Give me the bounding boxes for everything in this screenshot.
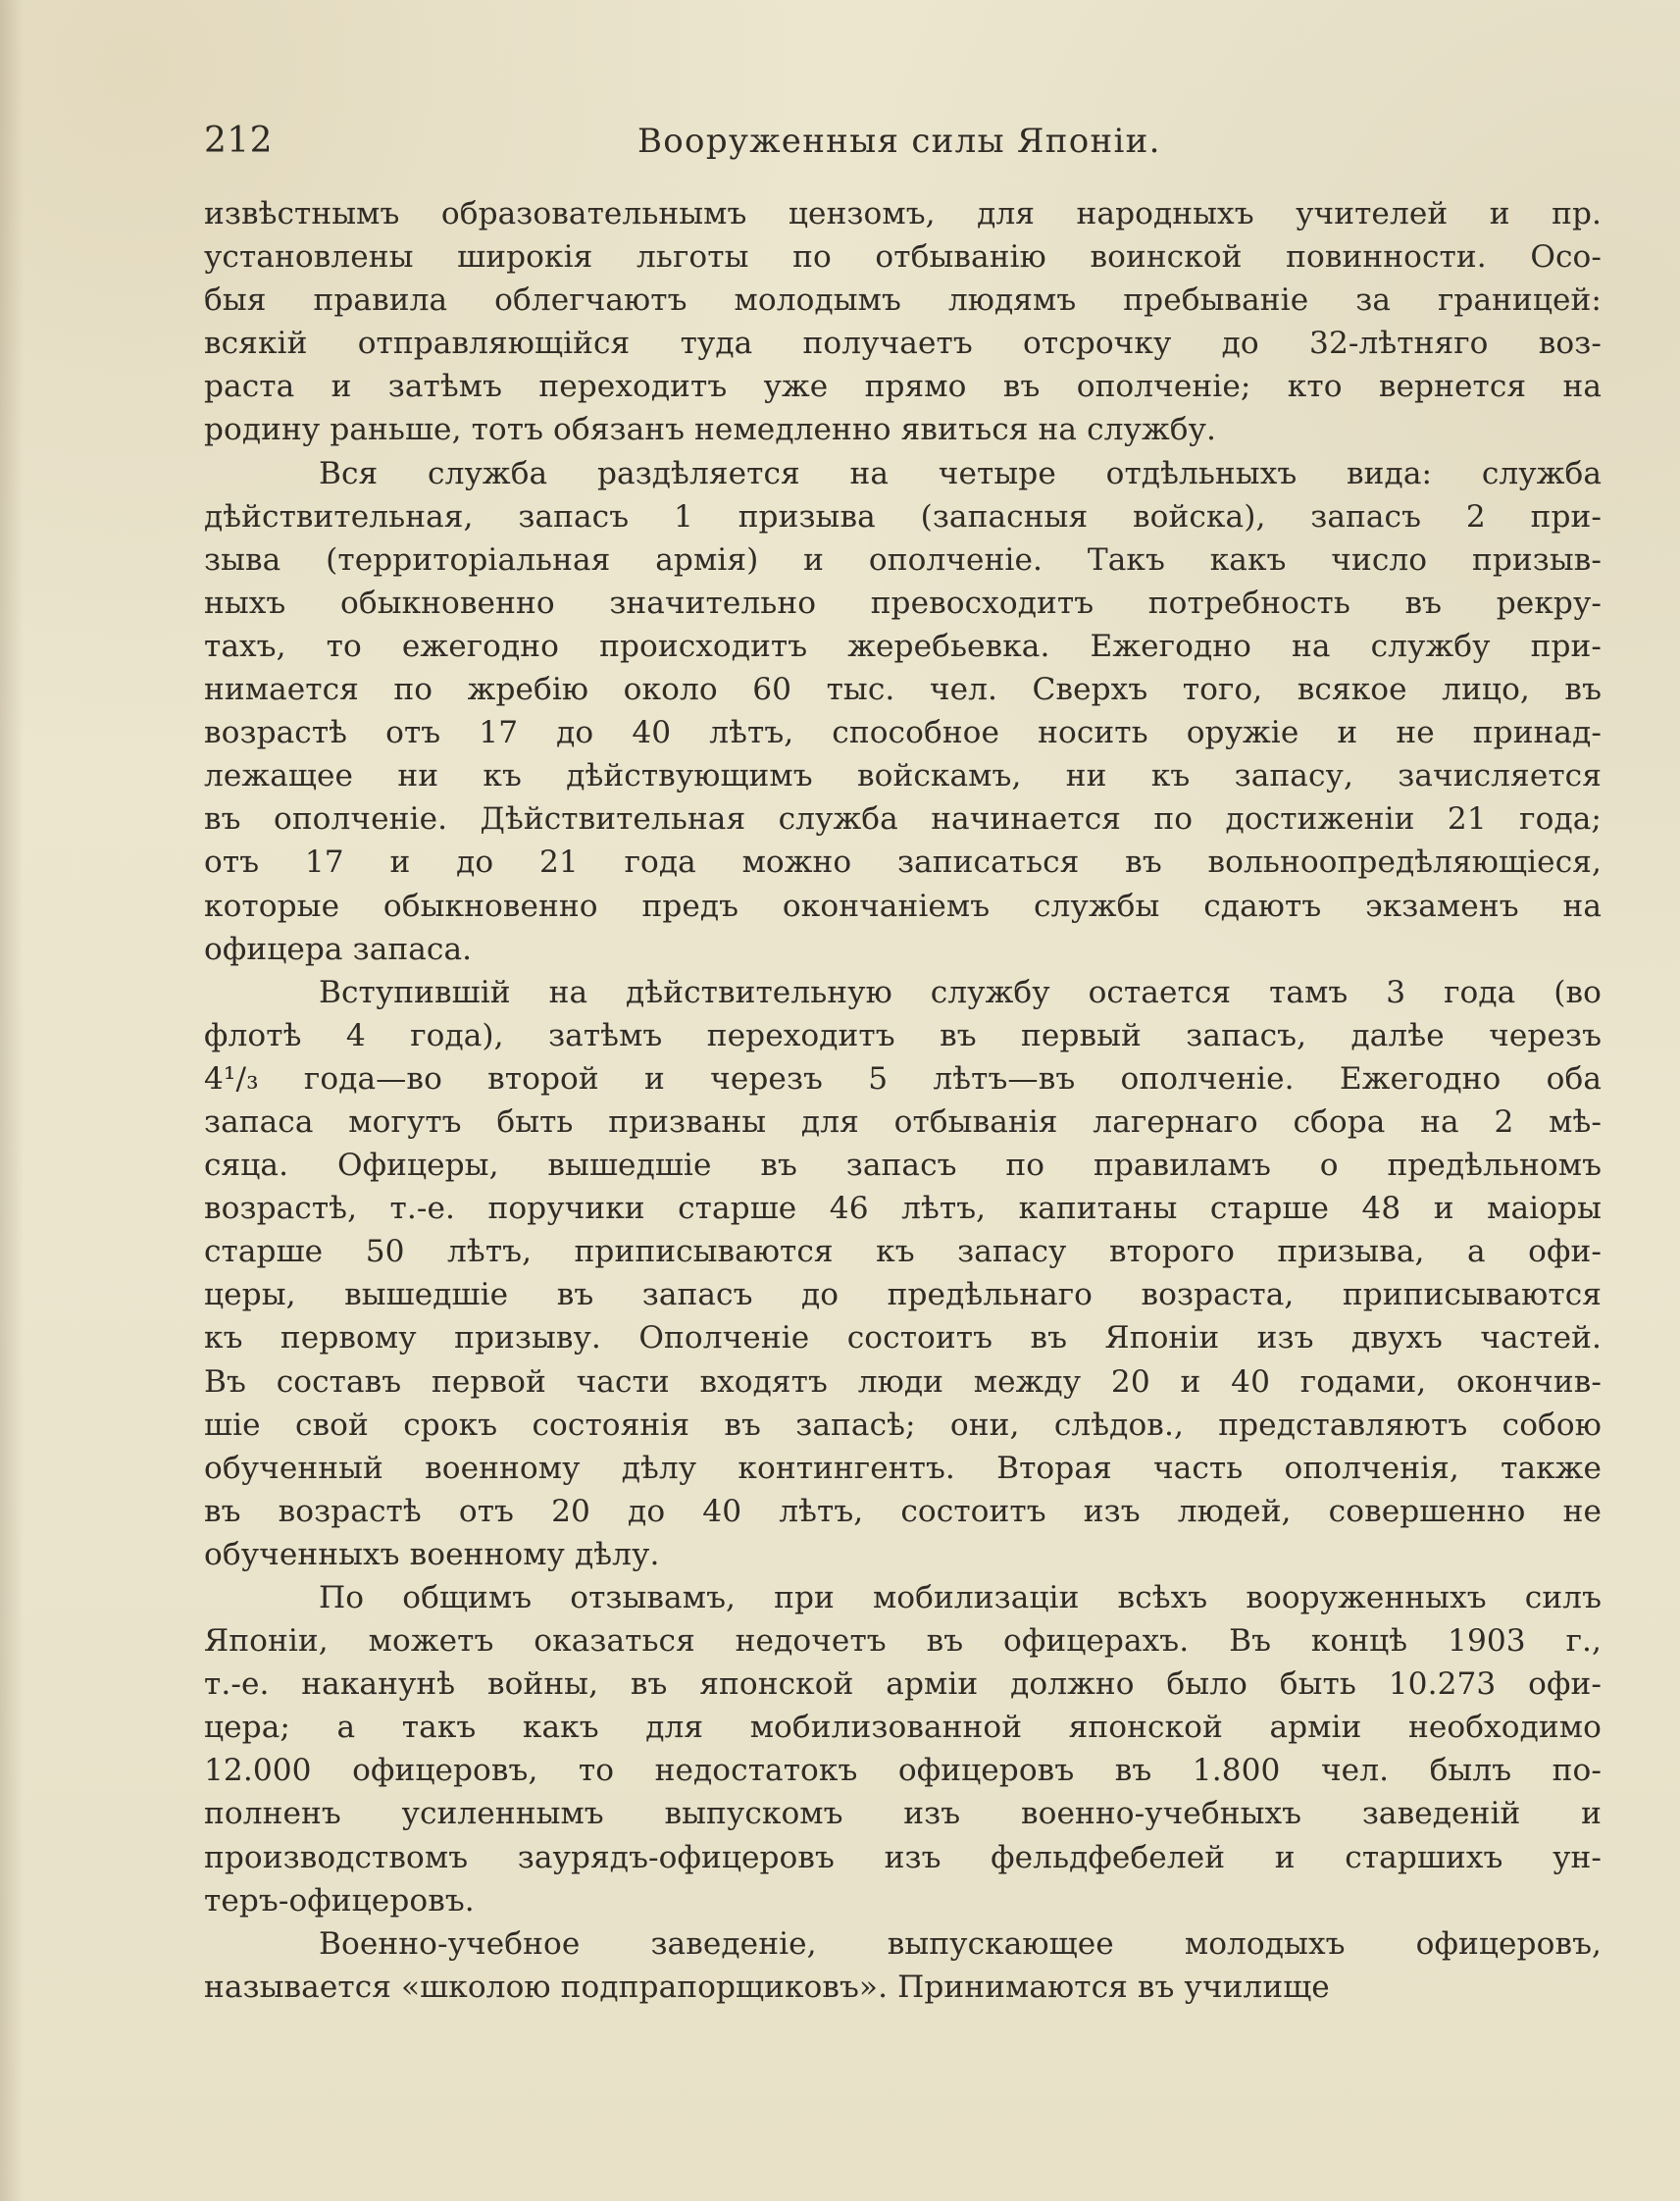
paragraph-5-line-1: Военно-учебное заведеніе, выпускающее молодыхъ офицеровъ, [319,1925,1602,1962]
paragraph-2-line-12: офицера запаса. [204,931,473,967]
paragraph-4-line-6: полненъ усиленнымъ выпускомъ изъ военно-учебныхъ заведеній и [204,1796,1602,1832]
page-header [204,116,1602,167]
paragraph-3-line-11: шіе свой срокъ состоянія въ запасѣ; они, слѣдов., представляютъ собою [204,1407,1602,1443]
paragraph-4-line-2: Японіи, можетъ оказаться недочетъ въ офицерахъ. Въ концѣ 1903 г., [204,1623,1602,1660]
paragraph-2-line-1: Вся служба раздѣляется на четыре отдѣльныхъ вида: служба [319,455,1602,491]
paragraph-3-line-8: церы, вышедшіе въ запасъ до предѣльнаго возраста, приписываются [204,1277,1602,1313]
paragraph-1-line-4: всякій отправляющійся туда получаетъ отсрочку до 32-лѣтняго воз- [204,326,1602,362]
paragraph-5 [204,1922,1602,2009]
paragraph-1-line-5: раста и затѣмъ переходитъ уже прямо въ ополченіе; кто вернется на [204,369,1602,405]
paragraph-3-line-7: старше 50 лѣтъ, приписываются къ запасу второго призыва, а офи- [204,1234,1602,1270]
paragraph-4 [204,1576,1602,1922]
paragraph-2-line-8: лежащее ни къ дѣйствующимъ войскамъ, ни къ запасу, зачисляется [204,758,1602,794]
paragraph-4-line-7: производствомъ заурядъ-офицеровъ изъ фельдфебелей и старшихъ ун- [204,1839,1602,1875]
paragraph-5-line-2: называется «школою подпрапорщиковъ». Принимаются въ училище [204,1969,1330,2005]
paragraph-2-line-11: которые обыкновенно предъ окончаніемъ службы сдаютъ экзаменъ на [204,888,1602,924]
paragraph-2-line-6: нимается по жребію около 60 тыс. чел. Сверхъ того, всякое лицо, въ [204,672,1602,708]
paragraph-3-line-1: Вступившій на дѣйствительную службу остается тамъ 3 года (во [319,974,1602,1010]
paragraph-4-line-3: т.-е. наканунѣ войны, въ японской арміи должно было быть 10.273 офи- [204,1666,1602,1703]
paragraph-4-line-5: 12.000 офицеровъ, то недостатокъ офицеровъ въ 1.800 чел. былъ по- [204,1753,1602,1789]
paragraph-3-line-4: запаса могутъ быть призваны для отбыванія лагернаго сбора на 2 мѣ- [204,1103,1602,1140]
page-edge-shadow [0,0,24,2201]
paragraph-4-line-4: цера; а такъ какъ для мобилизованной японской арміи необходимо [204,1710,1602,1746]
paragraph-3-line-6: возрастѣ, т.-е. поручики старше 46 лѣтъ, капитаны старше 48 и маіоры [204,1191,1602,1227]
paragraph-1-line-1: извѣстнымъ образовательнымъ цензомъ, для народныхъ учителей и пр. [204,196,1602,231]
paragraph-3-line-12: обученный военному дѣлу контингентъ. Вторая часть ополченія, также [204,1450,1602,1486]
main-text [204,192,1602,2009]
paragraph-3-line-2: флотѣ 4 года), затѣмъ переходитъ въ первый запасъ, далѣе черезъ [204,1017,1602,1053]
paragraph-3-line-13: въ возрастѣ отъ 20 до 40 лѣтъ, состоитъ изъ людей, совершенно не [204,1493,1602,1529]
paragraph-2 [204,452,1602,971]
paragraph-2-line-3: зыва (территоріальная армія) и ополченіе. Такъ какъ число призыв- [204,541,1602,578]
paragraph-2-line-10: отъ 17 и до 21 года можно записаться въ вольноопредѣляющіеся, [204,845,1602,881]
paragraph-1 [204,192,1602,452]
paragraph-3-line-9: къ первому призыву. Ополченіе состоитъ въ Японіи изъ двухъ частей. [204,1320,1602,1356]
paragraph-1-line-2: установлены широкія льготы по отбыванію воинской повинности. Осо- [204,239,1602,276]
paragraph-2-line-2: дѣйствительная, запасъ 1 призыва (запасныя войска), запасъ 2 при- [204,498,1602,535]
paragraph-2-line-9: въ ополченіе. Дѣйствительная служба начинается по достиженіи 21 года; [204,801,1602,838]
paragraph-3-line-3: 4¹/₃ года—во второй и черезъ 5 лѣтъ—въ ополченіе. Ежегодно оба [204,1060,1602,1097]
running-title: Вооруженныя силы Японіи. [637,122,1161,161]
paragraph-3-line-14: обученныхъ военному дѣлу. [204,1536,660,1572]
paragraph-4-line-1: По общимъ отзывамъ, при мобилизаціи всѣхъ вооруженныхъ силъ [319,1580,1602,1615]
paragraph-1-line-3: быя правила облегчаютъ молодымъ людямъ пребываніе за границей: [204,282,1602,319]
paragraph-1-line-6: родину раньше, тотъ обязанъ немедленно явиться на службу. [204,412,1217,448]
paragraph-3-line-10: Въ составъ первой части входятъ люди между 20 и 40 годами, окончив- [204,1363,1602,1400]
paragraph-2-line-5: тахъ, то ежегодно происходитъ жеребьевка. Ежегодно на службу при- [204,628,1602,664]
page-number: 212 [204,121,273,161]
paragraph-4-line-8: теръ-офицеровъ. [204,1882,475,1919]
paragraph-3-line-5: сяца. Офицеры, вышедшіе въ запасъ по правиламъ о предѣльномъ [204,1148,1602,1184]
paragraph-2-line-7: возрастѣ отъ 17 до 40 лѣтъ, способное носить оружіе и не принад- [204,715,1602,751]
paragraph-3 [204,971,1602,1576]
paragraph-2-line-4: ныхъ обыкновенно значительно превосходитъ потребность въ рекру- [204,585,1602,621]
